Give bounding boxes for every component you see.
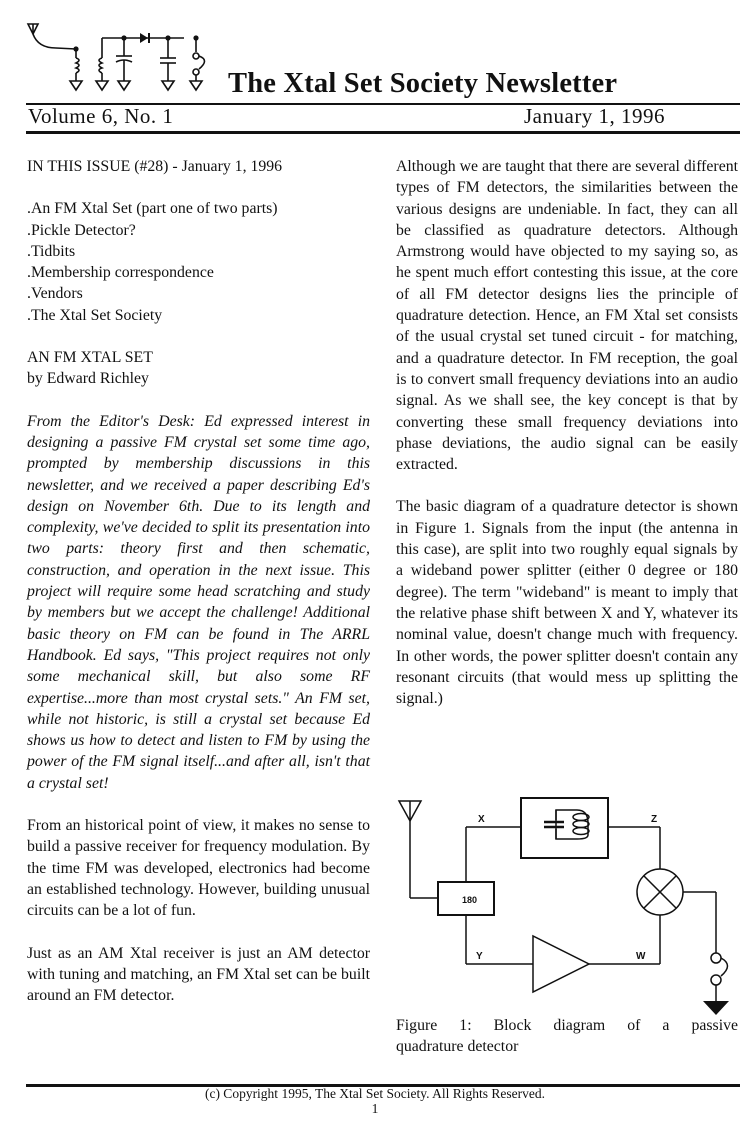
resonator-block (521, 798, 608, 858)
body-paragraph: Although we are taught that there are several different types of FM detectors, the similarities between the various designs are undeniable. In fact, they can all be classified as quadrature detectors. Although Armstrong would have objected to my saying so, as he spent much effort contesting this issue, at the core of all FM detector designs lies the principle of quadrature detection. Hence, an FM Xtal set consists of the usual crystal set tuned circuit - for matching, and a quadrature detector. In FM reception, the goal is to convert small frequency deviations into an audio signal. As we shall see, the key concept is that by converting these small frequency deviations into phase deviations, the audio signal can be easily extracted. (396, 158, 738, 474)
node-y-label: Y (476, 951, 483, 962)
editor-note: From the Editor's Desk: Ed expressed interest in designing a passive FM crystal set some time ago, prompted by membership discussions in this newsletter, and we received a paper describing Ed's design on November 6th. Due to its length and complexity, we've decided to split its presentation into two parts: theory first and then schematic, construction, and operation in the next issue. This project will require some head scratching and study by members but we accept the challenge! Additional basic theory on FM can be found in The ARRL Handbook. Ed says, "This project requires not only some mechanical skill, but also some RF expertise...more than most crystal sets." An FM set, while not historic, is still a crystal set because Ed shows us how to detect and listen to FM by using the power of the FM signal itself...and after all, isn't that a crystal set! (27, 412, 370, 792)
header-rule-bottom (26, 131, 740, 134)
toc-item: .Vendors (27, 285, 83, 303)
crystal-set-schematic-icon (24, 14, 224, 96)
body-paragraph: Just as an AM Xtal receiver is just an AM detector with tuning and matching, an FM Xtal set can be built around an FM detector. (27, 944, 370, 1005)
article-byline: by Edward Richley (27, 370, 149, 388)
node-z-label: Z (651, 814, 658, 825)
article-title: AN FM XTAL SET (27, 349, 153, 367)
node-x-label: X (478, 814, 485, 825)
toc-item: .Pickle Detector? (27, 221, 136, 239)
figure-caption (396, 1015, 738, 1058)
ground-icon (703, 1001, 729, 1015)
issue-date: January 1, 1996 (524, 104, 666, 128)
toc-item: .The Xtal Set Society (27, 306, 163, 324)
copyright-notice: (c) Copyright 1995, The Xtal Set Society. All Rights Reserved. (204, 1086, 546, 1101)
left-column (27, 156, 370, 1006)
toc-item: .An FM Xtal Set (part one of two parts) (27, 200, 278, 218)
table-of-contents (27, 198, 370, 326)
toc-item: .Membership correspondence (27, 264, 214, 282)
volume-number: Volume 6, No. 1 (28, 104, 174, 128)
splitter-label: 180 (462, 895, 478, 905)
body-paragraph: The basic diagram of a quadrature detector is shown in Figure 1. Signals from the input (the antenna in this case), are split into two roughly equal signals by a wideband power splitter (either 0 degree or 180 degree). The term "wideband" is meant to imply that the relative phase shift between X and Y, whatever its nominal value, doesn't change much with frequency. In other words, the power splitter doesn't contain any resonant circuits (that would mess up splitting the signal.) (396, 498, 738, 708)
quadrature-detector-diagram (396, 793, 742, 1018)
node-w-label: W (636, 951, 646, 962)
right-column (396, 156, 738, 709)
page-number: 1 (371, 1101, 379, 1116)
toc-item: .Tidbits (27, 242, 76, 260)
newsletter-title: The Xtal Set Society Newsletter (228, 68, 618, 99)
issue-heading: IN THIS ISSUE (#28) - January 1, 1996 (27, 158, 283, 175)
caption-line-1: Figure 1: Block diagram of a passive (396, 1017, 738, 1034)
caption-line-2: quadrature detector (396, 1038, 519, 1056)
amplifier-icon (533, 936, 589, 992)
page-footer (0, 1086, 750, 1116)
headphone-icon (711, 953, 721, 963)
body-paragraph: From an historical point of view, it makes no sense to build a passive receiver for frequency modulation. By the time FM was developed, electronics had become an established technology. However, building unusual circuits can be a lot of fun. (27, 817, 370, 920)
